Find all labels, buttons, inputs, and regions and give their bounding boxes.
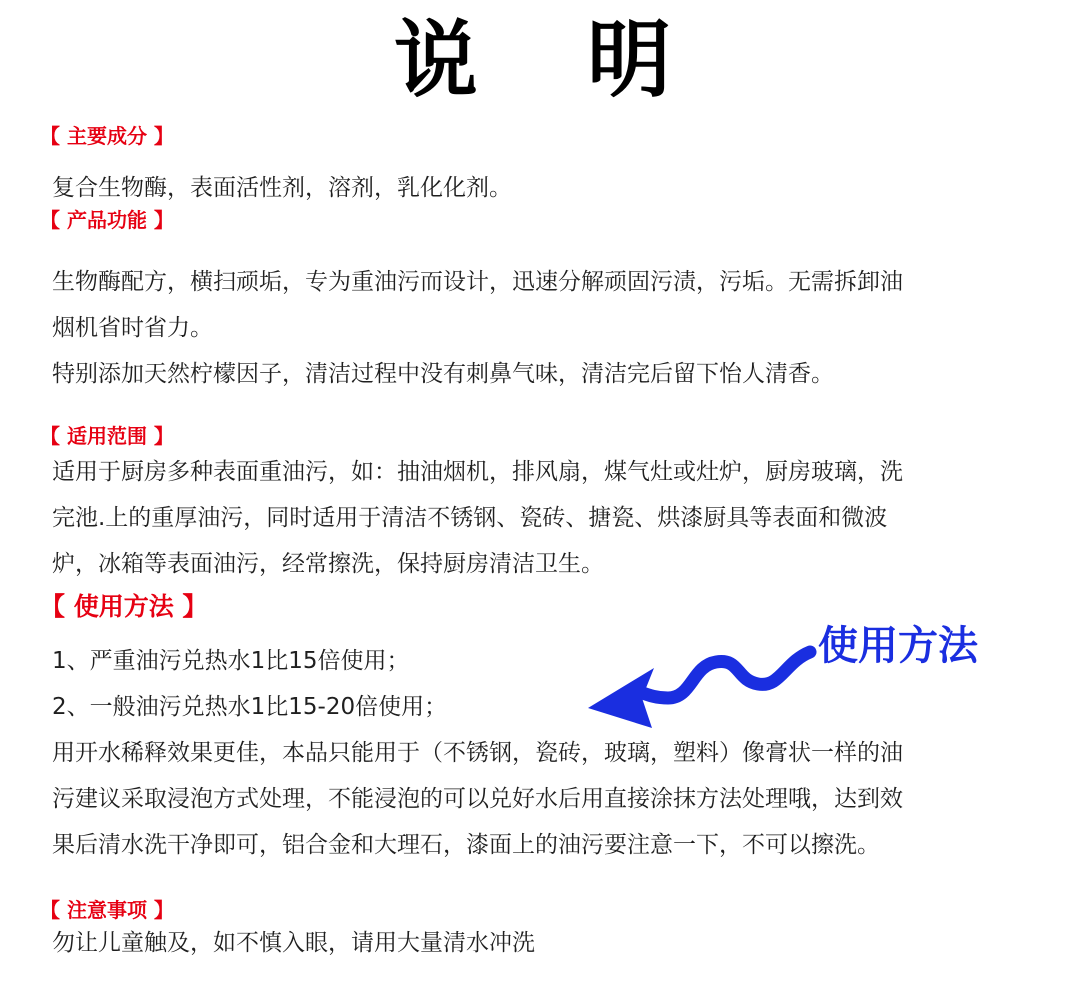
scope-line: 完池.上的重厚油污，同时适用于清洁不锈钢、瓷砖、搪瓷、烘漆厨具等表面和微波 [52,505,888,531]
caution-text [52,920,1042,966]
usage-line: 1、严重油污兑热水1比15倍使用； [52,648,410,674]
ingredients-line: 复合生物酶，表面活性剂，溶剂，乳化化剂。 [52,175,512,201]
function-text [52,259,1042,397]
heading-caution: 【 注意事项 】 [40,898,174,922]
usage-line: 果后清水洗干净即可，铝合金和大理石，漆面上的油污要注意一下，不可以擦洗。 [52,832,880,858]
function-line: 特别添加天然柠檬因子，清洁过程中没有刺鼻气味，清洁完后留下怡人清香。 [52,361,834,387]
heading-scope: 【 适用范围 】 [40,424,174,448]
heading-usage: 【 使用方法 】 [40,592,208,621]
usage-callout-label: 使用方法 [818,623,978,669]
scope-text [52,449,1042,587]
usage-text [52,638,1042,868]
function-line: 生物酶配方，横扫顽垢，专为重油污而设计，迅速分解顽固污渍，污垢。无需拆卸油 [52,269,903,295]
caution-line: 勿让儿童触及，如不慎入眼，请用大量清水冲洗 [52,930,535,956]
heading-ingredients: 【 主要成分 】 [40,124,174,148]
scope-line: 炉，冰箱等表面油污，经常擦洗，保持厨房清洁卫生。 [52,551,604,577]
usage-line: 污建议采取浸泡方式处理，不能浸泡的可以兑好水后用直接涂抹方法处理哦，达到效 [52,786,903,812]
function-line: 烟机省时省力。 [52,315,213,341]
usage-line: 用开水稀释效果更佳，本品只能用于（不锈钢，瓷砖，玻璃，塑料）像膏状一样的油 [52,740,903,766]
scope-line: 适用于厨房多种表面重油污，如：抽油烟机，排风扇，煤气灶或灶炉，厨房玻璃，洗 [52,459,903,485]
page-title: 说 明 [393,10,712,109]
ingredients-text [52,165,1042,211]
wavy-arrow-left-icon [580,640,820,740]
heading-function: 【 产品功能 】 [40,208,174,232]
usage-line: 2、一般油污兑热水1比15-20倍使用； [52,694,448,720]
